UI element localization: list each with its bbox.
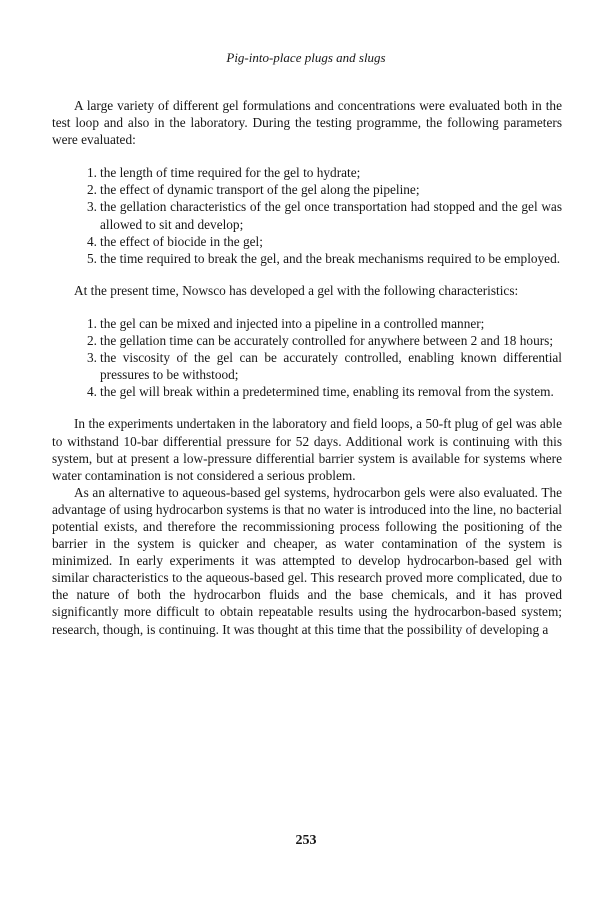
list-item <box>52 349 562 383</box>
intro-paragraph: A large variety of different gel formulations and concentrations were evaluated both in the test loop and also in the laboratory. During the testing programme, the following parameters were evaluated: <box>52 98 562 148</box>
list-item <box>52 233 562 250</box>
characteristics-intro-paragraph: At the present time, Nowsco has developed a gel with the following characteristics: <box>74 282 519 298</box>
list-item-number: 3. <box>87 350 97 366</box>
list-item <box>52 181 562 198</box>
list-item <box>52 250 562 267</box>
list-item-text: the length of time required for the gel to hydrate; <box>100 165 361 181</box>
list-item-number: 4. <box>87 384 97 400</box>
list-item-number: 4. <box>87 233 97 249</box>
list-item-text: the gel will break within a predetermined time, enabling its removal from the system. <box>100 384 554 400</box>
evaluated-parameters-list <box>52 164 562 267</box>
list-item <box>52 315 562 332</box>
list-item <box>52 383 562 400</box>
list-item-number: 2. <box>87 182 97 198</box>
list-item <box>52 164 562 181</box>
hydrocarbon-gels-paragraph: As an alternative to aqueous-based gel systems, hydrocarbon gels were also evaluated. The advantage of using hydrocarbon systems is that no water is introduced into the line, no bacterial potential exists, and therefore the recommissioning process following the positioning of the barrier in the system is quicker and cheaper, as water contamination of the system is minimized. In early experiments it was attempted to develop hydrocarbon-based gel with similar characteristics to the aqueous-based gel. This research proved more complicated, due to the nature of both the hydrocarbon fluids and the base chemicals, and it has proved significantly more difficult to obtain repeatable results using the hydrocarbon-based system; research, though, is continuing. It was thought at this time that the possibility of developing a <box>52 484 562 637</box>
list-item-text: the gellation characteristics of the gel once transportation had stopped and the gel was allowed to sit and develop; <box>100 199 562 232</box>
list-item-number: 1. <box>87 315 97 331</box>
list-item-number: 1. <box>87 165 97 181</box>
list-item-text: the gel can be mixed and injected into a pipeline in a controlled manner; <box>100 315 485 331</box>
list-item-text: the effect of dynamic transport of the gel along the pipeline; <box>100 182 420 198</box>
running-header: Pig-into-place plugs and slugs <box>226 50 386 65</box>
list-item-number: 5. <box>87 250 97 266</box>
page-body <box>52 97 562 638</box>
list-item-text: the gellation time can be accurately controlled for anywhere between 2 and 18 hours; <box>100 333 554 349</box>
page-number: 253 <box>295 833 317 848</box>
list-item <box>52 198 562 232</box>
list-item-text: the viscosity of the gel can be accurately controlled, enabling known differential pressures to be withstood; <box>100 350 562 383</box>
list-item-text: the effect of biocide in the gel; <box>100 233 263 249</box>
gel-characteristics-list <box>52 315 562 400</box>
list-item <box>52 332 562 349</box>
list-item-text: the time required to break the gel, and the break mechanisms required to be employed. <box>100 250 561 266</box>
experiments-paragraph: In the experiments undertaken in the laboratory and field loops, a 50-ft plug of gel was able to withstand 10-bar differential pressure for 52 days. Additional work is continuing with this system, but at present a low-pressure differential barrier system is available for systems where water contamination is not considered a serious problem. <box>52 416 562 483</box>
list-item-number: 3. <box>87 199 97 215</box>
list-item-number: 2. <box>87 333 97 349</box>
